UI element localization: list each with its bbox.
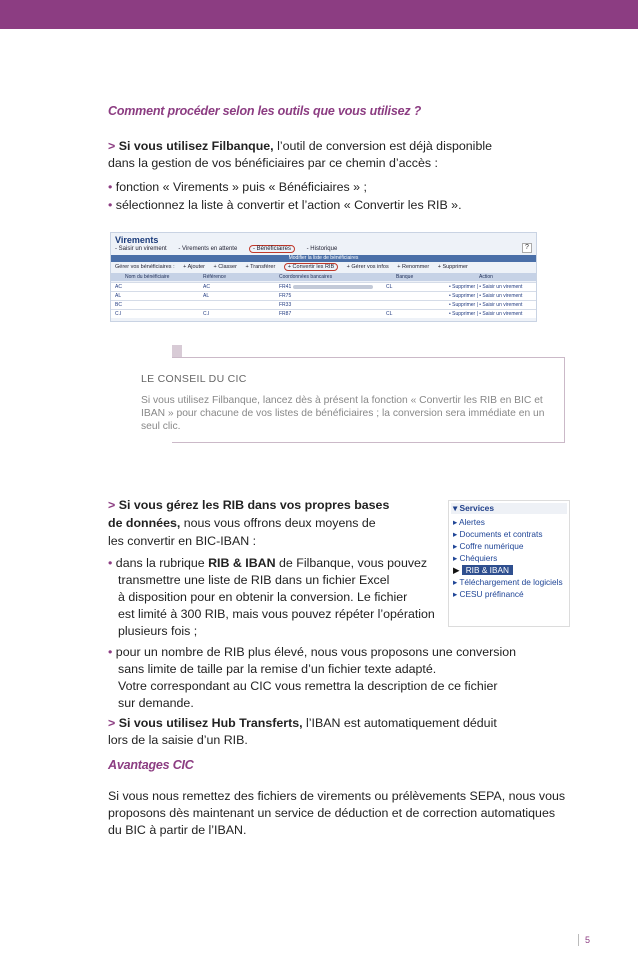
column-header: Nom du bénéficiaire bbox=[125, 274, 170, 280]
list-item bbox=[108, 197, 462, 213]
rib-iban-bold: RIB & IBAN bbox=[208, 556, 276, 570]
list-item-text: dans la rubrique bbox=[115, 556, 209, 570]
list-item bbox=[108, 179, 367, 195]
rib-line3: les convertir en BIC-IBAN : bbox=[108, 534, 257, 548]
menu-item-label: CESU préfinancé bbox=[459, 589, 524, 599]
avantages-heading: Avantages CIC bbox=[108, 758, 194, 772]
chevron-icon: > bbox=[108, 498, 116, 512]
menu-item-label: Coffre numérique bbox=[459, 541, 524, 551]
menu-item[interactable]: ▸ Coffre numérique bbox=[453, 541, 524, 551]
table-row bbox=[111, 291, 536, 300]
nav-saisir: - Saisir un virement bbox=[115, 246, 167, 252]
filbanque-text: l’outil de conversion est déjà disponible bbox=[273, 139, 492, 153]
action-infos: + Gérer vos infos bbox=[346, 264, 389, 270]
menu-item-label: Chéquiers bbox=[459, 553, 498, 563]
menu-item-selected[interactable]: ▶ RIB & IBAN bbox=[453, 565, 513, 575]
cell-coord: FR87 bbox=[279, 311, 292, 317]
cell-action: • Supprimer | • Saisir un virement bbox=[449, 284, 523, 290]
menu-item-label: Alertes bbox=[459, 517, 485, 527]
column-header: Action bbox=[479, 274, 493, 280]
virements-actions bbox=[115, 264, 475, 270]
chevron-icon: > bbox=[108, 716, 116, 730]
cell-name: BC bbox=[115, 302, 122, 308]
cell-ref: AL bbox=[203, 293, 210, 299]
column-header: Banque bbox=[396, 274, 414, 280]
cell-bank: CL bbox=[386, 284, 393, 290]
list-item-text: est limité à 300 RIB, mais vous pouvez répéter l’opération bbox=[118, 607, 435, 621]
bullet-icon: • bbox=[108, 198, 113, 212]
conseil-title: LE CONSEIL DU CIC bbox=[141, 373, 247, 385]
filbanque-paragraph bbox=[108, 138, 492, 154]
virements-bar: Modifier la liste de bénéficiaires bbox=[111, 255, 536, 262]
menu-item[interactable]: ▸ CESU préfinancé bbox=[453, 589, 524, 599]
menu-item-label: Documents et contrats bbox=[459, 529, 543, 539]
virements-nav bbox=[115, 246, 347, 252]
cell-action: • Supprimer | • Saisir un virement bbox=[449, 293, 523, 299]
list-item-text: pour un nombre de RIB plus élevé, nous vous proposons une conversion bbox=[115, 645, 516, 659]
action-transferer: + Transférer bbox=[245, 264, 276, 270]
menu-item[interactable]: ▸ Alertes bbox=[453, 517, 485, 527]
rib-lead2: de données, bbox=[108, 516, 181, 530]
filbanque-lead: Si vous utilisez Filbanque, bbox=[118, 139, 274, 153]
avantages-line: Si vous nous remettez des fichiers de virements ou prélèvements SEPA, nous vous bbox=[108, 789, 566, 803]
nav-attente: - Virements en attente bbox=[178, 246, 238, 252]
rib-text: nous vous offrons deux moyens de bbox=[180, 516, 376, 530]
action-ajouter: + Ajouter bbox=[183, 264, 206, 270]
action-supprimer: + Supprimer bbox=[437, 264, 468, 270]
menu-item-label: Téléchargement de logiciels bbox=[459, 577, 563, 587]
avantages-line: proposons dès maintenant un service de déduction et de correction automatiques bbox=[108, 806, 556, 820]
list-item-text: fonction « Virements » puis « Bénéficiaires » ; bbox=[115, 180, 367, 194]
chevron-icon: > bbox=[108, 139, 116, 153]
cell-ref: C.I bbox=[203, 311, 210, 317]
action-convertir-rib: + Convertir les RIB bbox=[284, 263, 338, 271]
list-item-text: plusieurs fois ; bbox=[118, 624, 198, 638]
list-item-text: sur demande. bbox=[118, 696, 194, 710]
rib-lead: Si vous gérez les RIB dans vos propres bases bbox=[118, 498, 390, 512]
action-classer: + Classer bbox=[213, 264, 237, 270]
header-band bbox=[0, 0, 638, 29]
list-item-text: sélectionnez la liste à convertir et l’action « Convertir les RIB ». bbox=[115, 198, 462, 212]
services-menu bbox=[448, 500, 570, 627]
nav-beneficiaires: - Bénéficiaires bbox=[249, 245, 295, 253]
nav-historique: - Historique bbox=[306, 246, 338, 252]
menu-item[interactable]: ▸ Téléchargement de logiciels bbox=[453, 577, 563, 587]
cell-name: C.I bbox=[115, 311, 122, 317]
virements-screenshot bbox=[110, 232, 537, 322]
bullet-icon: • bbox=[108, 645, 113, 659]
cell-coord: FR33 bbox=[279, 302, 292, 308]
bullet-icon: • bbox=[108, 180, 113, 194]
actions-label: Gérer vos bénéficiaires : bbox=[115, 264, 175, 270]
rib-line2 bbox=[108, 515, 376, 531]
list-item-text: de Filbanque, vous pouvez bbox=[275, 556, 428, 570]
filbanque-line2: dans la gestion de vos bénéficiaires par ce chemin d’accès : bbox=[108, 156, 438, 170]
list-item bbox=[108, 555, 427, 571]
cell-ref: AC bbox=[203, 284, 210, 290]
avantages-line: du BIC à partir de l’IBAN. bbox=[108, 823, 247, 837]
hub-lead: Si vous utilisez Hub Transferts, bbox=[118, 716, 303, 730]
page-number: 5 bbox=[578, 934, 590, 946]
rib-paragraph bbox=[108, 497, 389, 513]
cell-bank: CL bbox=[386, 311, 393, 317]
column-header: Coordonnées bancaires bbox=[279, 274, 333, 280]
help-icon: ? bbox=[522, 243, 532, 253]
table-row bbox=[111, 309, 536, 318]
table-header bbox=[111, 273, 536, 281]
cell-action: • Supprimer | • Saisir un virement bbox=[449, 311, 523, 317]
list-item-text: transmettre une liste de RIB dans un fichier Excel bbox=[118, 573, 390, 587]
menu-item[interactable]: ▸ Documents et contrats bbox=[453, 529, 543, 539]
virements-title: Virements bbox=[115, 235, 159, 245]
list-item-text: à disposition pour en obtenir la conversion. Le fichier bbox=[118, 590, 408, 604]
list-item bbox=[108, 644, 516, 660]
list-item-text: Votre correspondant au CIC vous remettra la description de ce fichier bbox=[118, 679, 498, 693]
cell-name: AC bbox=[115, 284, 122, 290]
hub-text: l’IBAN est automatiquement déduit bbox=[302, 716, 497, 730]
section-heading: Comment procéder selon les outils que vous utilisez ? bbox=[108, 104, 422, 118]
cell-action: • Supprimer | • Saisir un virement bbox=[449, 302, 523, 308]
hub-line2: lors de la saisie d’un RIB. bbox=[108, 733, 248, 747]
list-item-text: sans limite de taille par la remise d’un fichier texte adapté. bbox=[118, 662, 437, 676]
table-row bbox=[111, 300, 536, 309]
cell-name: AL bbox=[115, 293, 122, 299]
cell-coord: FR41 bbox=[279, 284, 292, 290]
menu-item[interactable]: ▸ Chéquiers bbox=[453, 553, 498, 563]
services-header: ▾ Services bbox=[451, 503, 567, 514]
action-renommer: + Renommer bbox=[397, 264, 430, 270]
menu-item-label: RIB & IBAN bbox=[462, 565, 513, 575]
blurred-text bbox=[293, 285, 373, 289]
column-header: Référence bbox=[203, 274, 227, 280]
conseil-text: Si vous utilisez Filbanque, lancez dès à présent la fonction « Convertir les RIB en BIC et IBAN » pour chacune de vos listes de bénéficiaires ; la conversion sera immédiate en un seul clic. bbox=[141, 395, 545, 432]
bullet-icon: • bbox=[108, 556, 113, 570]
hub-paragraph bbox=[108, 715, 497, 731]
cell-coord: FR75 bbox=[279, 293, 292, 299]
table-row bbox=[111, 282, 536, 291]
